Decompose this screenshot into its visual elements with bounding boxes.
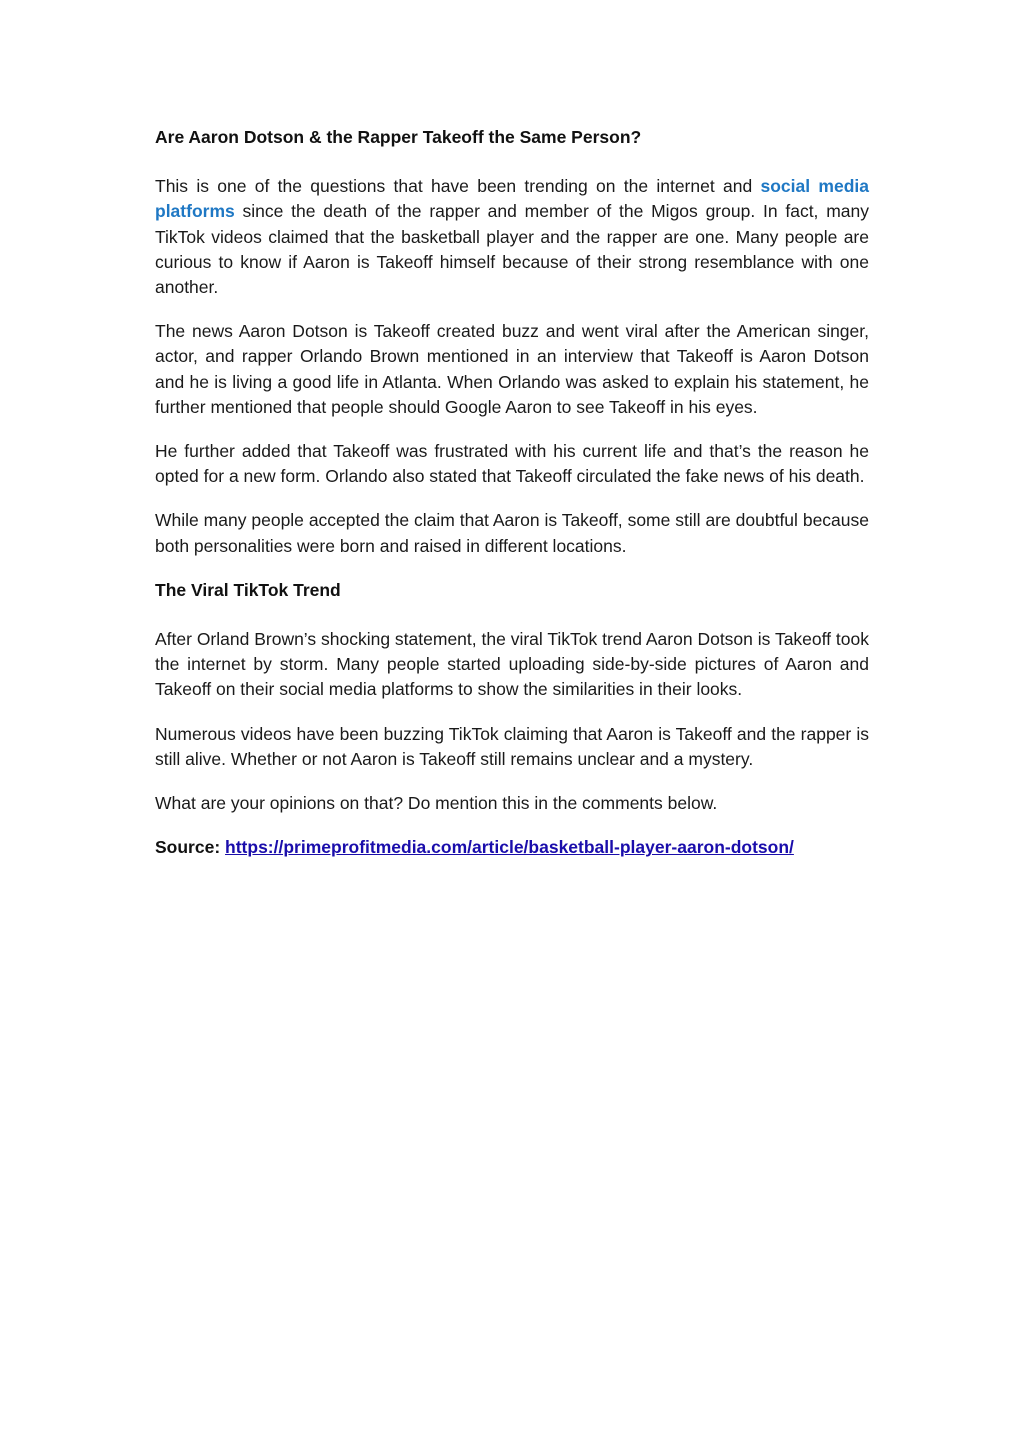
paragraph-intro-text-before: This is one of the questions that have been trending on the internet and [155,176,761,197]
paragraph-intro-text-after: since the death of the rapper and member of the Migos group. In fact, many TikTok videos claimed that the basketball player and the rapper are one. Many people are curious to know if Aaron is Takeoff himself because of their strong resemblance with one another. [155,201,869,298]
paragraph-intro [155,174,869,300]
paragraph-videos-buzzing: Numerous videos have been buzzing TikTok claiming that Aaron is Takeoff and the rapper is still alive. Whether or not Aaron is Takeoff still remains unclear and a mystery. [155,723,869,769]
source-line [155,835,869,860]
source-url-link[interactable]: https://primeprofitmedia.com/article/basketball-player-aaron-dotson/ [225,837,794,858]
paragraph-orlando-brown: The news Aaron Dotson is Takeoff created buzz and went viral after the American singer, actor, and rapper Orlando Brown mentioned in an interview that Takeoff is Aaron Dotson and he is living a good life in Atlanta. When Orlando was asked to explain his statement, he further mentioned that people should Google Aaron to see Takeoff in his eyes. [155,321,869,417]
document-page [155,120,869,860]
source-label: Source: [155,837,221,858]
article-title: Are Aaron Dotson & the Rapper Takeoff the Same Person? [155,127,642,147]
section-heading-tiktok-trend: The Viral TikTok Trend [155,579,341,600]
paragraph-opinions: What are your opinions on that? Do mention this in the comments below. [155,793,718,814]
paragraph-doubtful: While many people accepted the claim that Aaron is Takeoff, some still are doubtful because both personalities were born and raised in different locations. [155,510,869,556]
social-media-platforms-link[interactable]: social media platforms [155,176,869,222]
paragraph-viral-trend: After Orland Brown’s shocking statement, the viral TikTok trend Aaron Dotson is Takeoff took the internet by storm. Many people started uploading side-by-side pictures of Aaron and Takeoff on their social media platforms to show the similarities in their looks. [155,629,869,700]
paragraph-frustrated: He further added that Takeoff was frustrated with his current life and that’s the reason he opted for a new form. Orlando also stated that Takeoff circulated the fake news of his death. [155,441,869,487]
